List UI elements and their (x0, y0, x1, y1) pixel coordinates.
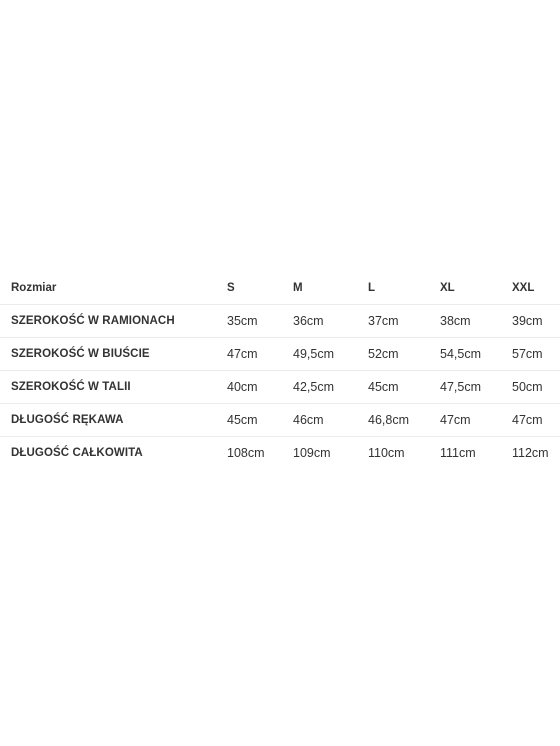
table-cell: 46cm (293, 413, 324, 427)
table-cell: 37cm (368, 314, 399, 328)
table-cell: 35cm (227, 314, 258, 328)
table-cell: 46,8cm (368, 413, 409, 427)
table-cell: 49,5cm (293, 347, 334, 361)
table-row (0, 305, 560, 338)
table-row (0, 338, 560, 371)
row-label: SZEROKOŚĆ W TALII (11, 381, 131, 393)
table-cell: 57cm (512, 347, 543, 361)
table-cell: 47cm (512, 413, 543, 427)
table-cell: 36cm (293, 314, 324, 328)
table-cell: 42,5cm (293, 380, 334, 394)
row-label: SZEROKOŚĆ W RAMIONACH (11, 315, 175, 327)
header-size-xl: XL (440, 282, 455, 294)
row-label: SZEROKOŚĆ W BIUŚCIE (11, 348, 150, 360)
table-cell: 109cm (293, 446, 331, 460)
table-cell: 50cm (512, 380, 543, 394)
table-cell: 111cm (440, 446, 476, 460)
table-cell: 52cm (368, 347, 399, 361)
table-cell: 40cm (227, 380, 258, 394)
table-cell: 45cm (227, 413, 258, 427)
row-label: DŁUGOŚĆ CAŁKOWITA (11, 447, 143, 459)
header-size-m: M (293, 282, 303, 294)
table-header-row (0, 272, 560, 305)
table-cell: 110cm (368, 446, 405, 460)
header-size-s: S (227, 282, 235, 294)
table-cell: 108cm (227, 446, 265, 460)
table-cell: 47,5cm (440, 380, 481, 394)
table-cell: 47cm (227, 347, 258, 361)
row-label: DŁUGOŚĆ RĘKAWA (11, 414, 124, 426)
table-cell: 112cm (512, 446, 549, 460)
table-cell: 39cm (512, 314, 543, 328)
table-cell: 45cm (368, 380, 399, 394)
table-cell: 38cm (440, 314, 471, 328)
header-size-xxl: XXL (512, 282, 535, 294)
table-cell: 47cm (440, 413, 471, 427)
size-chart-table (0, 272, 560, 469)
header-size-label: Rozmiar (11, 282, 57, 294)
table-row (0, 404, 560, 437)
table-row (0, 437, 560, 470)
table-row (0, 371, 560, 404)
header-size-l: L (368, 282, 376, 294)
table-cell: 54,5cm (440, 347, 481, 361)
